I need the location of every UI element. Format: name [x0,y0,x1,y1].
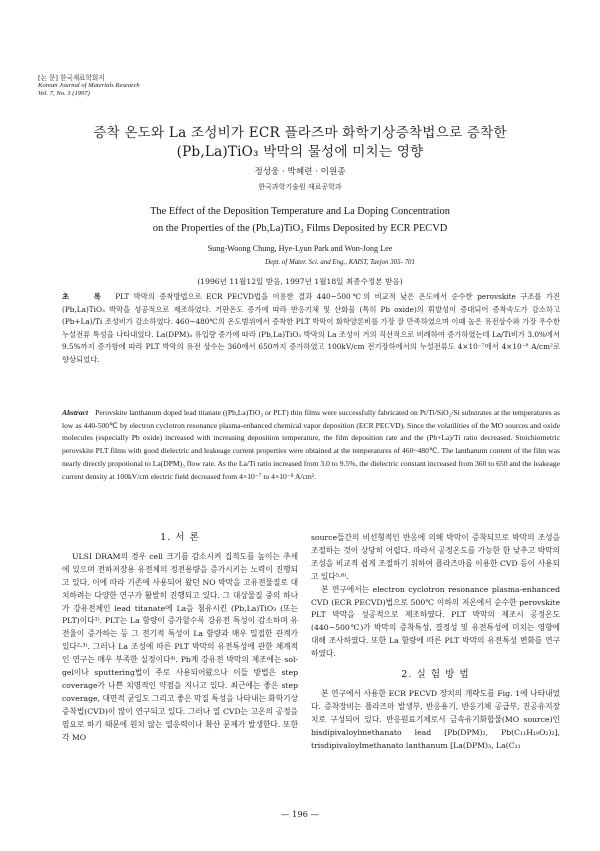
abstract-english-text: Perovskite lanthanum doped lead titanate ((Pb,La)TiO₃ or PLT) thin films were successfully fabricated on Pt/Ti/SiO₂/Si substrates at the temperatures as low as 440-500℃ by electron cyclotron resonance plasma-enhanced chemical vapor deposition (ECR PECVD). Since the volatilities of the MO sources and oxide molecules (especially Pb oxide) increased with increasing deposition temperature, the film deposition rate and the (Pb+La)/Ti ratio decreased. Stoichiometric perovskite PLT films with good dielectric and leakeage current properties were obtained at the temperatures of 460~480℃. The lanthanum content of the film was nearly directly propotional to La(DPM)₃ flow rate. As the La/Ti ratio increased from 3.0 to 9.5%, the dielectric constant increased from 360 to 650 and the leakeage current density at 100kV/cm electric field decreased from 4×10⁻⁷ to 4×10⁻⁸ A/cm². [62,408,560,481]
authors-korean: 정성웅 · 박혜련 · 이원종 [254,167,346,177]
title-english-line2: on the Properties of the (Pb,La)TiO₃ Films Deposited by ECR PECVD [152,222,448,234]
abstract-english [62,407,560,483]
authors-english: Sung-Woong Chung, Hye-Lyun Park and Won-Jong Lee [207,244,393,253]
abstract-english-label: Abstract [62,408,89,417]
journal-volume: Vol. 7, No. 3 (1997) [38,90,90,98]
section-heading-introduction: 1. 서 론 [160,532,200,543]
title-english-line1: The Effect of the Deposition Temperature and La Doping Concentration [150,206,450,217]
title-korean-line1: 증착 온도와 La 조성비가 ECR 플라즈마 화학기상증착법으로 증착한 [93,125,507,141]
abstract-korean [62,291,560,367]
received-date: (1996년 11월12일 받음, 1997년 1월18일 최종수정본 받음) [197,277,403,286]
intro-paragraph-continued: source들간의 비선형적인 반응에 의해 박막이 증착되므로 박막의 조성을 조절하는 것이 상당히 어렵다. 따라서 공정온도를 가능한 한 낮추고 박막의 조성을 비교적 쉽게 조절하기 위하여 플라즈마를 이용한 CVD 등이 사용되고 있다⁵·⁶⁾. [311,533,560,581]
intro-paragraph: ULSI DRAM의 경우 cell 크기를 감소시켜 집적도를 높이는 추세에 있으며 전하저장용 유전체의 정전용량을 증가시키는 노력이 진행되고 있다. 이에 따라 기존에 사용되어 왔던 NO 박막을 고유전물질로 대치하려는 다양한 연구가 활발히 진행되고 있다. 그 대상물질 중의 하나가 강유전체인 lead titanate에 La을 첨유시킨 (Pb,La)TiO₃ (또는 PLT)이다¹⁾. PLT는 La 함량이 증가할수록 강유전 특성이 감소하며 유전율이 증가하는 등 그 전기적 특성이 La 함량과 매우 밀접한 관계가 있다²·³⁾. 그러나 La 조성에 따른 PLT 박막의 유전특성에 관한 체계적인 연구는 매우 부족한 실정이다⁴⁾. Pb계 강유전 박막의 제조에는 sol-gel이나 sputtering법이 주로 사용되어왔으나 이들 방법은 step coverage가 나쁜 치명적인 약점을 지니고 있다. 최근에는 좋은 step coverage, 대면적 균일도 그리고 좋은 막질 특성을 나타내는 화학기상증착법(CVD)이 많이 연구되고 있다. 그러나 열 CVD는 고온의 공정을 필요로 하기 때문에 원치 않는 열응력이나 확산 문제가 발생한다. 또한 각 MO [62,551,298,742]
abstract-korean-label: 초 록 [62,292,111,301]
affiliation-english: Dept. of Mater. Sci. and Eng., KAIST, Taejon 305- 701 [265,259,415,266]
title-english [0,204,600,237]
column-right [311,532,560,753]
journal-header-en: Korean Journal of Materials Research [38,82,140,90]
intro-paragraph-2: 본 연구에서는 electron cyclotron resonance plasma-enhanced CVD (ECR PECVD)법으로 500℃ 이하의 저온에서 순수한 perovskite PLT 박막을 성공적으로 제조하였다. PLT 박막의 제조시 공정온도(440~500℃)가 박막의 증착특성, 결정성 및 유전특성에 미치는 영향에 대해 조사하였다. 또한 La 함량에 따른 PLT 박막의 유전특성 변화를 연구하였다. [311,584,560,659]
column-left [62,532,298,745]
affiliation-korean: 한국과학기술원 재료공학과 [258,183,342,191]
page-number: — 196 — [280,809,320,819]
journal-header-ko: [논 문] 한국재료학회지 [38,74,105,82]
title-korean-line2: (Pb,La)TiO₃ 박막의 물성에 미치는 영향 [176,144,424,160]
section-heading-methods: 2. 실 험 방 법 [401,669,470,681]
journal-header [38,74,140,99]
abstract-korean-text: PLT 박막의 증착방법으로 ECR PECVD법을 이용한 결과 440~500℃의 비교적 낮은 온도에서 순수한 perovskite 구조를 가진 (Pb,La)TiO₃ 박막을 성공적으로 제조하였다. 기판온도 증가에 따라 반응기체 및 산화물 (특히 Pb oxide)의 휘발성이 증대되어 증착속도가 감소하고 (Pb+La)/Ti 조성비가 감소하였다. 460~480℃의 온도범위에서 증착한 PLT 박막이 화학양론비를 가장 잘 만족하였으며 이때 높은 유전상수와 가장 우수한 누설전류 특성을 나타내었다. La(DPM)₃ 유입량 증가에 따라 (Pb,La)TiO₃ 박막의 La 조성이 거의 직선적으로 비례하여 증가하였는데 La/Ti비가 3.0%에서 9.5%까지 증가함에 따라 PLT 박막의 유전 상수는 360에서 650까지 증가하였고 100kV/cm 전기장하에서의 누설전류도 4×10⁻⁷에서 4×10⁻⁸ A/cm²로 향상되었다. [62,292,561,364]
methods-paragraph: 본 연구에서 사용한 ECR PECVD 장치의 개략도를 Fig. 1에 나타내었다. 증착장비는 플라즈마 발생부, 반응용기, 반응기체 공급부, 진공유지장치로 구성되어 있다. 반응원료기체로서 금속유기화합물(MO source)인 bisdipivaloylmethanato lead [Pb(DPM)₂, Pb(C₁₁H₁₉O₂)₂], trisdipivaloylmethanato lanthanum [La(DPM)₃, La(C₁₁ [311,688,560,750]
title-korean [0,124,600,162]
